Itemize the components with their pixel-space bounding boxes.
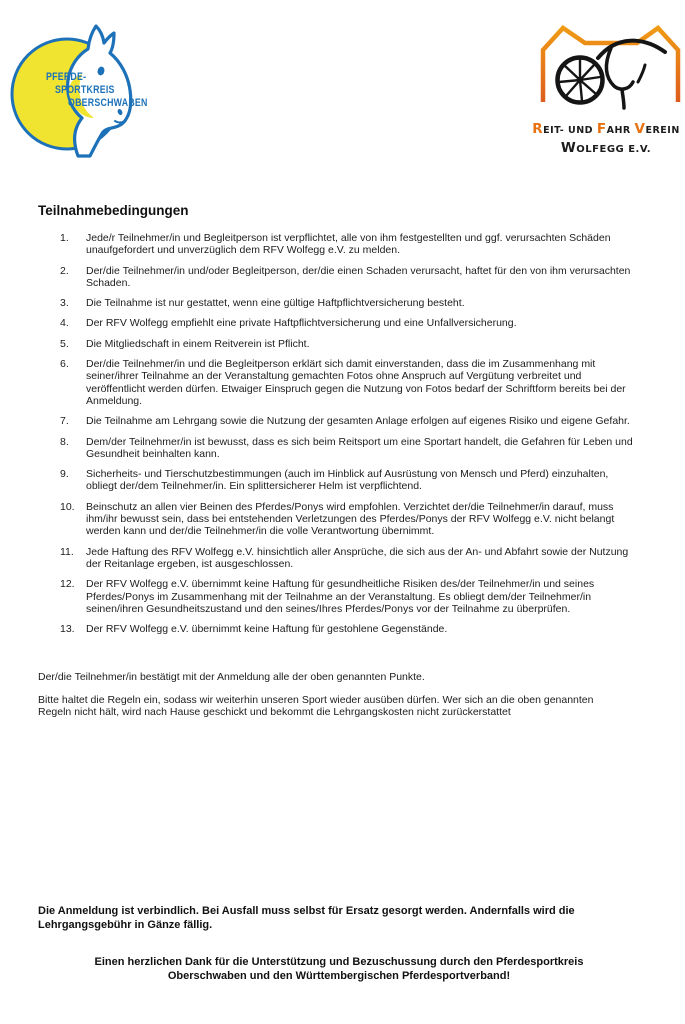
page-title: Teilnahmebedingungen bbox=[38, 203, 189, 218]
term-item-12 bbox=[38, 578, 640, 615]
term-item-3 bbox=[38, 297, 640, 309]
rfv-logo-name: REIT- UND FAHR VEREIN bbox=[532, 121, 680, 137]
binding-notice: Die Anmeldung ist verbindlich. Bei Ausfall muss selbst für Ersatz gesorgt werden. Andernfalls wird die Lehrgangsgebühr in Gänze fällig. bbox=[38, 905, 575, 932]
term-item-8 bbox=[38, 436, 640, 461]
term-number: 3. bbox=[60, 297, 69, 310]
term-item-10 bbox=[38, 501, 640, 538]
term-text: Die Mitgliedschaft in einem Reitverein ist Pflicht. bbox=[86, 337, 310, 350]
term-text: Sicherheits- und Tierschutzbestimmungen (auch im Hinblick auf Ausrüstung von Mensch und Pferd) einzuhalten, obliegt der/dem Teilnehmer/in. Ein splittersicherer Helm ist verpflichtend. bbox=[86, 468, 609, 493]
term-number: 10. bbox=[60, 500, 75, 513]
psk-logo-text-line2: SPORTKREIS bbox=[55, 84, 115, 96]
psk-logo-text-line3: OBERSCHWABEN bbox=[68, 97, 148, 109]
term-text: Die Teilnahme am Lehrgang sowie die Nutzung der gesamten Anlage erfolgen auf eigenes Risiko und eigene Gefahr. bbox=[86, 415, 630, 428]
rfv-initial-r: R bbox=[532, 121, 544, 137]
term-text: Beinschutz an allen vier Beinen des Pferdes/Ponys wird empfohlen. Verzichtet der/die Teilnehmer/in darauf, muss ihm/ihr bewusst sein, dass bei entstehenden Verletzungen des Pferdes/Ponys der RFV Wolfegg e.V. nicht belangt werden kann und der/die Teilnehmer/in die volle Verantwortung übernimmt. bbox=[86, 500, 615, 538]
term-text: Jede Haftung des RFV Wolfegg e.V. hinsichtlich aller Ansprüche, die sich aus der An- und Abfahrt sowie der Nutzung der Reitanlage ergeben, ist ausgeschlossen. bbox=[86, 545, 629, 570]
term-number: 13. bbox=[60, 623, 75, 636]
rfv-initial-v: V bbox=[634, 121, 646, 137]
term-text: Der RFV Wolfegg e.V. übernimmt keine Haftung für gesundheitliche Risiken des/der Teilnehmer/in und seines Pferdes/Ponys im Zusammenhang mit der Teilnahme an der Veranstaltung. Es obliegt dem/der Teilnehmer/in seinen/ihren Gesundheitszustand und den seines/Ihres Pferdes/Ponys vor der Teilnahme zu überprüfen. bbox=[86, 578, 595, 615]
pferdesportkreis-logo bbox=[8, 24, 148, 162]
term-number: 6. bbox=[60, 358, 69, 371]
rfv-wolfegg-logo bbox=[528, 20, 684, 160]
term-text: Der RFV Wolfegg e.V. übernimmt keine Haftung für gestohlene Gegenstände. bbox=[86, 623, 448, 636]
term-text: Der RFV Wolfegg empfiehlt eine private Haftpflichtversicherung und eine Unfallversicherung. bbox=[86, 317, 517, 330]
term-item-1 bbox=[38, 232, 640, 257]
term-item-4 bbox=[38, 317, 640, 329]
term-item-11 bbox=[38, 546, 640, 571]
term-number: 8. bbox=[60, 435, 69, 448]
thanks-note: Einen herzlichen Dank für die Unterstützung und Bezuschussung durch den Pferdesportkreis Oberschwaben und den Württembergischen Pferdesportverband! bbox=[94, 956, 584, 982]
term-text: Der/die Teilnehmer/in und die Begleitperson erklärt sich damit einverstanden, dass die im Zusammenhang mit seiner/ihrer Teilnahme an der Veranstaltung gemachten Fotos ohne Anspruch auf Vergütung verbreitet und veröffentlicht werden dürfen. Etwaiger Einspruch gegen die Nutzung von Fotos bedarf der Schriftform bereits bei der Anmeldung. bbox=[86, 358, 626, 407]
term-text: Der/die Teilnehmer/in und/oder Begleitperson, der/die einen Schaden verursacht, haftet für den von ihm verursachten Schaden. bbox=[86, 264, 631, 289]
term-number: 11. bbox=[60, 545, 74, 558]
term-number: 4. bbox=[60, 317, 69, 330]
term-number: 12. bbox=[60, 578, 75, 591]
term-text: Die Teilnahme ist nur gestattet, wenn eine gültige Haftpflichtversicherung besteht. bbox=[86, 297, 465, 310]
term-text: Dem/der Teilnehmer/in ist bewusst, dass es sich beim Reitsport um eine Sportart handelt, die Gefahren für Leben und Gesundheit beinhalten kann. bbox=[86, 435, 633, 460]
term-item-7 bbox=[38, 415, 640, 427]
term-item-2 bbox=[38, 265, 640, 290]
rfv-logo-location: WOLFEGG E.V. bbox=[560, 140, 652, 156]
term-item-6 bbox=[38, 358, 640, 407]
rules-paragraph: Bitte haltet die Regeln ein, sodass wir weiterhin unseren Sport wieder ausüben dürfen. Wer sich an die oben genannten Regeln nicht hält, wird nach Hause geschickt und bekommt die Lehrgangskosten nicht zurückerstattet bbox=[38, 693, 594, 719]
term-item-13 bbox=[38, 623, 640, 635]
term-number: 2. bbox=[60, 264, 69, 277]
term-number: 7. bbox=[60, 415, 69, 428]
terms-list bbox=[38, 232, 640, 635]
term-item-9 bbox=[38, 468, 640, 493]
term-text: Jede/r Teilnehmer/in und Begleitperson ist verpflichtet, alle von ihm festgestellten und ggf. verursachten Schäden unaufgefordert und unverzüglich dem RFV Wolfegg e.V. zu melden. bbox=[86, 232, 611, 257]
document-content bbox=[38, 203, 640, 983]
rfv-initial-f: F bbox=[596, 121, 607, 137]
confirmation-paragraph: Der/die Teilnehmer/in bestätigt mit der Anmeldung alle der oben genannten Punkte. bbox=[38, 671, 425, 684]
term-number: 9. bbox=[60, 468, 69, 481]
term-item-5 bbox=[38, 338, 640, 350]
psk-logo-text-line1: PFERDE- bbox=[46, 71, 87, 83]
term-number: 5. bbox=[60, 337, 69, 350]
castle-wheel-horse-icon bbox=[528, 20, 684, 115]
term-number: 1. bbox=[60, 232, 69, 244]
